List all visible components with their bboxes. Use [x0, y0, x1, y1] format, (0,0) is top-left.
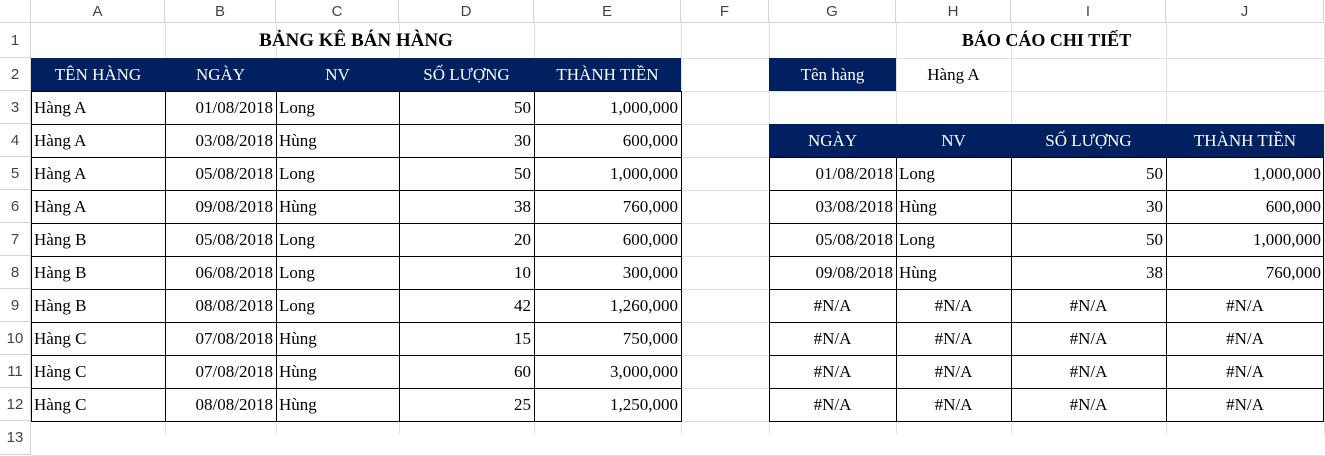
sales-cell[interactable]: 1,250,000 — [610, 394, 678, 414]
report-cell[interactable]: #N/A — [934, 328, 973, 348]
row-header-11[interactable]: 11 — [0, 355, 31, 388]
row-header-9[interactable]: 9 — [0, 289, 31, 322]
sales-cell[interactable]: 06/08/2018 — [195, 262, 273, 282]
column-header-a[interactable]: A — [31, 0, 165, 23]
sales-cell[interactable]: Hàng C — [34, 394, 87, 414]
sales-cell[interactable]: 600,000 — [622, 130, 678, 150]
sales-header-d[interactable]: SỐ LƯỢNG — [399, 58, 534, 91]
sales-cell[interactable]: 15 — [514, 328, 531, 348]
row-header-12[interactable]: 12 — [0, 388, 31, 421]
report-cell[interactable]: #N/A — [1226, 361, 1264, 381]
report-cell[interactable]: 38 — [1146, 262, 1163, 282]
sales-header-b[interactable]: NGÀY — [165, 58, 276, 91]
report-cell[interactable]: #N/A — [1226, 328, 1264, 348]
sales-cell[interactable]: Hùng — [279, 196, 317, 216]
report-filter-value[interactable]: Hàng A — [927, 64, 980, 84]
sales-cell[interactable]: 03/08/2018 — [195, 130, 273, 150]
sales-cell[interactable]: Long — [279, 229, 315, 249]
sales-cell[interactable]: Long — [279, 262, 315, 282]
sales-cell[interactable]: Hàng B — [34, 295, 87, 315]
sales-cell[interactable]: Hàng C — [34, 328, 87, 348]
sales-cell[interactable]: Hàng A — [34, 130, 87, 150]
report-cell[interactable]: #N/A — [813, 295, 852, 315]
sales-cell[interactable]: 07/08/2018 — [195, 328, 273, 348]
sales-header-e[interactable]: THÀNH TIỀN — [534, 58, 681, 91]
report-header-j[interactable]: THÀNH TIỀN — [1166, 124, 1324, 157]
column-header-j[interactable]: J — [1166, 0, 1324, 23]
column-header-e[interactable]: E — [534, 0, 681, 23]
report-cell[interactable]: 50 — [1146, 163, 1163, 183]
sales-cell[interactable]: Hùng — [279, 130, 317, 150]
report-title[interactable]: BÁO CÁO CHI TIẾT — [961, 30, 1132, 50]
row-header-5[interactable]: 5 — [0, 157, 31, 190]
sales-cell[interactable]: 42 — [514, 295, 531, 315]
report-cell[interactable]: Long — [899, 163, 935, 183]
gridline-vertical — [681, 23, 682, 434]
sales-header-a[interactable]: TÊN HÀNG — [31, 58, 165, 91]
report-cell[interactable]: #N/A — [1226, 295, 1264, 315]
report-cell[interactable]: Hùng — [899, 262, 937, 282]
sales-cell[interactable]: 30 — [514, 130, 531, 150]
sales-cell[interactable]: Hùng — [279, 394, 317, 414]
report-header-i[interactable]: SỐ LƯỢNG — [1011, 124, 1166, 157]
report-cell[interactable]: 50 — [1146, 229, 1163, 249]
sales-cell[interactable]: Hàng B — [34, 229, 87, 249]
select-all-corner[interactable] — [0, 0, 31, 23]
row-header-4[interactable]: 4 — [0, 124, 31, 157]
sales-cell[interactable]: 1,000,000 — [610, 97, 678, 117]
report-cell[interactable]: 600,000 — [1265, 196, 1321, 216]
report-cell[interactable]: 1,000,000 — [1253, 163, 1321, 183]
sales-cell[interactable]: 08/08/2018 — [195, 295, 273, 315]
gridline-horizontal — [31, 421, 1324, 422]
row-header-13[interactable]: 13 — [0, 421, 31, 455]
sales-cell[interactable]: Hàng A — [34, 196, 87, 216]
report-cell[interactable]: 1,000,000 — [1253, 229, 1321, 249]
report-cell[interactable]: Hùng — [899, 196, 937, 216]
sales-cell[interactable]: 1,000,000 — [610, 163, 678, 183]
sales-cell[interactable]: Long — [279, 163, 315, 183]
sales-cell[interactable]: 05/08/2018 — [195, 229, 273, 249]
sales-cell[interactable]: 10 — [514, 262, 531, 282]
report-cell[interactable]: #N/A — [1069, 328, 1108, 348]
column-header-b[interactable]: B — [165, 0, 276, 23]
sales-cell[interactable]: Hùng — [279, 328, 317, 348]
report-header-g[interactable]: NGÀY — [769, 124, 896, 157]
sales-cell[interactable]: 760,000 — [622, 196, 678, 216]
report-cell[interactable]: #N/A — [1069, 295, 1108, 315]
row-header-10[interactable]: 10 — [0, 322, 31, 355]
report-cell[interactable]: Long — [899, 229, 935, 249]
row-header-8[interactable]: 8 — [0, 256, 31, 289]
report-cell[interactable]: #N/A — [813, 394, 852, 414]
sales-cell[interactable]: Long — [279, 295, 315, 315]
report-filter-label[interactable]: Tên hàng — [769, 58, 896, 91]
report-cell[interactable]: 760,000 — [1265, 262, 1321, 282]
row-header-1[interactable]: 1 — [0, 23, 31, 58]
report-cell[interactable]: #N/A — [1226, 394, 1264, 414]
sales-cell[interactable]: 25 — [514, 394, 531, 414]
sales-cell[interactable]: 01/08/2018 — [195, 97, 273, 117]
row-header-2[interactable]: 2 — [0, 58, 31, 91]
sales-cell[interactable]: Hàng A — [34, 163, 87, 183]
sales-header-c[interactable]: NV — [276, 58, 399, 91]
sales-cell[interactable]: 09/08/2018 — [195, 196, 273, 216]
sales-cell[interactable]: Hàng A — [34, 97, 87, 117]
sales-cell[interactable]: 50 — [514, 97, 531, 117]
report-cell[interactable]: 01/08/2018 — [815, 163, 893, 183]
column-header-i[interactable]: I — [1011, 0, 1166, 23]
sales-cell[interactable]: 300,000 — [622, 262, 678, 282]
column-header-f[interactable]: F — [681, 0, 769, 23]
column-header-d[interactable]: D — [399, 0, 534, 23]
row-header-6[interactable]: 6 — [0, 190, 31, 223]
sales-cell[interactable]: 38 — [514, 196, 531, 216]
report-cell[interactable]: #N/A — [1069, 394, 1108, 414]
sales-table-title[interactable]: BẢNG KÊ BÁN HÀNG — [259, 29, 453, 51]
column-header-c[interactable]: C — [276, 0, 399, 23]
report-header-h[interactable]: NV — [896, 124, 1011, 157]
report-cell[interactable]: 03/08/2018 — [815, 196, 893, 216]
sales-cell[interactable]: 07/08/2018 — [195, 361, 273, 381]
sales-cell[interactable]: 08/08/2018 — [195, 394, 273, 414]
report-cell[interactable]: #N/A — [813, 361, 852, 381]
column-header-g[interactable]: G — [769, 0, 896, 23]
sales-cell[interactable]: 60 — [514, 361, 531, 381]
report-cell[interactable]: 09/08/2018 — [815, 262, 893, 282]
report-cell[interactable]: #N/A — [1069, 361, 1108, 381]
column-header-h[interactable]: H — [896, 0, 1011, 23]
sales-cell[interactable]: 600,000 — [622, 229, 678, 249]
report-cell[interactable]: #N/A — [934, 295, 973, 315]
report-cell[interactable]: #N/A — [813, 328, 852, 348]
row-header-3[interactable]: 3 — [0, 91, 31, 124]
report-cell[interactable]: #N/A — [934, 394, 973, 414]
row-header-7[interactable]: 7 — [0, 223, 31, 256]
sales-cell[interactable]: Hàng B — [34, 262, 87, 282]
sales-cell[interactable]: 05/08/2018 — [195, 163, 273, 183]
report-cell[interactable]: 30 — [1146, 196, 1163, 216]
report-cell[interactable]: 05/08/2018 — [815, 229, 893, 249]
sales-cell[interactable]: Hùng — [279, 361, 317, 381]
sales-cell[interactable]: Hàng C — [34, 361, 87, 381]
sales-cell[interactable]: 20 — [514, 229, 531, 249]
sales-cell[interactable]: Long — [279, 97, 315, 117]
report-cell[interactable]: #N/A — [934, 361, 973, 381]
sales-cell[interactable]: 3,000,000 — [610, 361, 678, 381]
sales-cell[interactable]: 50 — [514, 163, 531, 183]
sales-cell[interactable]: 750,000 — [622, 328, 678, 348]
sales-cell[interactable]: 1,260,000 — [610, 295, 678, 315]
